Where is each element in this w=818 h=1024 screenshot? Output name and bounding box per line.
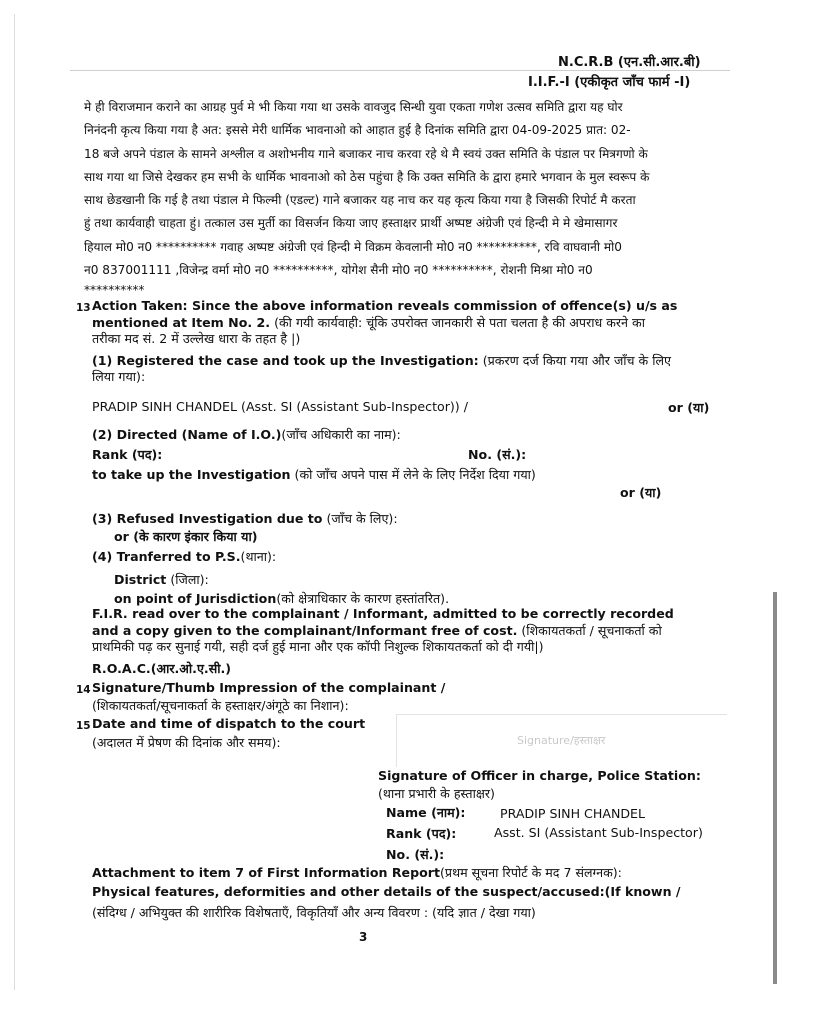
fir-copy-hindi: (शिकायतकर्ता / सूचनाकर्ता को bbox=[517, 623, 662, 638]
directed-line bbox=[92, 426, 401, 443]
item-14-number: 14 bbox=[76, 684, 91, 696]
jurisdiction-label: on point of Jurisdiction bbox=[114, 591, 277, 606]
officer-name-label: Name (नाम): bbox=[386, 805, 466, 820]
transferred-hindi: (थाना): bbox=[240, 549, 277, 564]
take-up-label: to take up the Investigation bbox=[92, 467, 291, 482]
refused-or-line: or (के कारण इंकार किया या) bbox=[114, 529, 258, 544]
transferred-line bbox=[92, 548, 276, 565]
district-line bbox=[114, 571, 209, 588]
attachment-label: Attachment to item 7 of First Information Report bbox=[92, 865, 440, 880]
signature-placeholder: Signature/हस्ताक्षर bbox=[517, 734, 606, 747]
or-label: or (या) bbox=[620, 485, 662, 500]
district-label: District bbox=[114, 572, 167, 587]
statement-line: साथ छेडखानी कि गई है तथा पंडाल मे फिल्मी (एडल्ट) गाने बजाकर यह नाच कर यह कृत्य किया गया है जिसकी रिपोर्ट मै करता bbox=[84, 193, 636, 208]
complainant-signature-hindi: (शिकायतकर्ता/सूचनाकर्ता के हस्ताक्षर/अंगूठे का निशान): bbox=[92, 698, 349, 713]
complaint-statement bbox=[84, 96, 734, 298]
attachment-title bbox=[92, 864, 622, 881]
statement-line: साथ गया था जिसे देखकर हम सभी के धार्मिक भावनाओ को ठेस पहुंचा है कि उक्त समिति के द्वारा हमारे भगवान के मुल स्वरूप के bbox=[84, 169, 650, 184]
statement-line: हुं तथा कार्यवाही चाहता हुं। तत्काल उस मुर्ती का विसर्जन किया जाए हस्ताक्षर प्रार्थी अष्पष्ट अंग्रेजी एवं हिन्दी मे मे खेमासागर bbox=[84, 216, 618, 231]
no-label: No. (सं.): bbox=[468, 447, 527, 462]
roac-label: R.O.A.C.(आर.ओ.ए.सी.) bbox=[92, 661, 232, 676]
signature-box[interactable] bbox=[396, 714, 727, 767]
rank-label: Rank (पद): bbox=[92, 447, 163, 462]
statement-line: ********** bbox=[84, 283, 145, 298]
fir-read-line1: F.I.R. read over to the complainant / Informant, admitted to be correctly recorded bbox=[92, 606, 674, 621]
dispatch-hindi: (अदालत में प्रेषण की दिनांक और समय): bbox=[92, 735, 281, 750]
statement-line: निनंदनी कृत्य किया गया है अत: इससे मेरी धार्मिक भावनाओ को आहात हुई है दिनांक समिति द्वारा 04-09-2025 प्रात: 02- bbox=[84, 123, 631, 138]
registered-case-hindi: (प्रकरण दर्ज किया गया और जाँच के लिए bbox=[478, 353, 671, 368]
directed-hindi: (जाँच अधिकारी का नाम): bbox=[281, 427, 401, 442]
action-taken-item-ref: mentioned at Item No. 2. bbox=[92, 315, 271, 330]
action-taken-line2 bbox=[92, 314, 645, 331]
district-hindi: (जिला): bbox=[166, 572, 209, 587]
officer-in-charge-hindi: (थाना प्रभारी के हस्ताक्षर) bbox=[378, 786, 495, 801]
physical-features-line: Physical features, deformities and other details of the suspect/accused:(If known / bbox=[92, 884, 681, 899]
take-up-line bbox=[92, 466, 536, 483]
action-taken-line3: तरीका मद सं. 2 में उल्लेख धारा के तहत है |) bbox=[92, 331, 301, 346]
officer-rank-value: Asst. SI (Assistant Sub-Inspector) bbox=[494, 825, 703, 840]
refused-label: (3) Refused Investigation due to bbox=[92, 511, 323, 526]
officer-name-value: PRADIP SINH CHANDEL bbox=[500, 806, 646, 821]
statement-line: मे ही विराजमान कराने का आग्रह पुर्व मे भी किया गया था उसके वावजुद सिन्धी युवा एकता गणेश उत्सव समिति द्वारा यह घोर bbox=[84, 100, 623, 114]
statement-line: 18 बजे अपने पंडाल के सामने अश्लील व अशोभनीय गाने बजाकर नाच करवा रहे थे मै स्वयं उक्त समिति के पंडाल पर मित्रगणो के bbox=[84, 146, 648, 161]
take-up-hindi: (को जाँच अपने पास में लेने के लिए निर्देश दिया गया) bbox=[290, 467, 536, 482]
dispatch-label: Date and time of dispatch to the court bbox=[92, 716, 366, 731]
statement-line: न0 837001111 ,विजेन्द्र वर्मा मो0 न0 **********, योगेश सैनी मो0 न0 **********, रोशनी मिश्रा मो0 न0 bbox=[84, 263, 593, 278]
action-taken-hindi: (की गयी कार्यवाही: चूंकि उपरोक्त जानकारी से पता चलता है की अपराध करने का bbox=[270, 315, 645, 330]
jurisdiction-line bbox=[114, 590, 449, 607]
action-taken-line1: Action Taken: Since the above information reveals commission of offence(s) u/s as bbox=[92, 298, 678, 313]
transferred-label: (4) Tranferred to P.S. bbox=[92, 549, 241, 564]
statement-line: हियाल मो0 न0 ********** गवाह अष्पष्ट अंग्रेजी एवं हिन्दी मे विक्रम केवलानी मो0 न0 **********, रवि वाघवानी मो0 bbox=[84, 239, 622, 254]
item-13-number: 13 bbox=[76, 302, 91, 314]
fir-copy-label: and a copy given to the complainant/Informant free of cost. bbox=[92, 623, 518, 638]
refused-hindi: (जाँच के लिए): bbox=[322, 511, 398, 526]
fir-read-line3: प्राथमिकी पढ़ कर सुनाई गयी, सही दर्ज हुई माना और एक कॉपी निशुल्क शिकायतकर्ता को दी गयी|) bbox=[92, 639, 544, 654]
ncrb-header: N.C.R.B (एन.सी.आर.बी) bbox=[558, 55, 701, 70]
registered-case-line2: लिया गया): bbox=[92, 369, 146, 384]
or-label: or (या) bbox=[668, 400, 710, 415]
registered-case-line bbox=[92, 352, 671, 369]
investigating-officer: PRADIP SINH CHANDEL (Asst. SI (Assistant Sub-Inspector)) / bbox=[92, 399, 468, 414]
officer-no-label: No. (सं.): bbox=[386, 847, 445, 862]
officer-in-charge-title: Signature of Officer in charge, Police Station: bbox=[378, 768, 701, 783]
fir-read-line2 bbox=[92, 622, 662, 639]
iif-header: I.I.F.-I (एकीकृत जाँच फार्म -I) bbox=[528, 75, 691, 90]
directed-label: (2) Directed (Name of I.O.) bbox=[92, 427, 282, 442]
item-15-number: 15 bbox=[76, 720, 91, 732]
header-divider bbox=[70, 70, 730, 71]
refused-line bbox=[92, 510, 398, 527]
officer-rank-label: Rank (पद): bbox=[386, 826, 457, 841]
page-number: 3 bbox=[359, 930, 368, 944]
attachment-hindi: (प्रथम सूचना रिपोर्ट के मद 7 संलग्नक): bbox=[439, 865, 622, 880]
scrollbar[interactable] bbox=[773, 592, 777, 984]
jurisdiction-hindi: (को क्षेत्राधिकार के कारण हस्तांतरित). bbox=[276, 591, 450, 606]
registered-case-label: (1) Registered the case and took up the Investigation: bbox=[92, 353, 479, 368]
physical-features-hindi: (संदिग्ध / अभियुक्त की शारीरिक विशेषताएँ, विकृतियाँ और अन्य विवरण : (यदि ज्ञात / देखा गया) bbox=[92, 905, 536, 920]
complainant-signature-label: Signature/Thumb Impression of the complainant / bbox=[92, 680, 446, 695]
